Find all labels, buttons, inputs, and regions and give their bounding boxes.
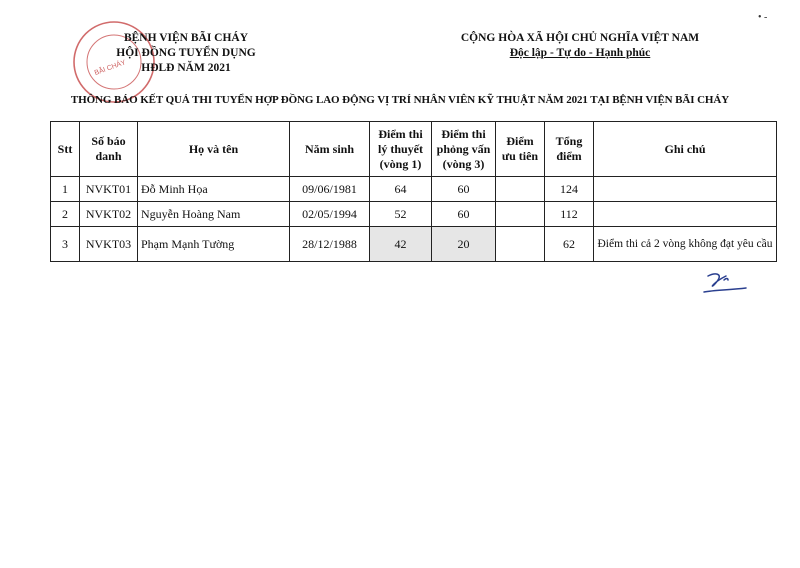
header-stt: Stt <box>51 122 80 177</box>
header-total-score-line2: điểm <box>556 149 582 163</box>
header-candidate-number-line2: danh <box>95 149 122 163</box>
cell-notes <box>594 202 777 227</box>
cell-stt: 1 <box>51 177 80 202</box>
header-theory-score <box>370 122 432 177</box>
header-theory-score-line3: (vòng 1) <box>379 156 422 171</box>
national-motto: Độc lập - Tự do - Hạnh phúc <box>509 47 651 59</box>
svg-text:BÃI CHÁY: BÃI CHÁY <box>93 59 127 78</box>
header-candidate-number-line1: Số báo <box>91 134 126 148</box>
cell-candidate-number: NVKT02 <box>80 202 138 227</box>
cell-total-score: 124 <box>545 177 594 202</box>
national-header <box>440 31 720 61</box>
cell-candidate-number: NVKT03 <box>80 227 138 262</box>
cell-total-score: 62 <box>545 227 594 262</box>
table-row <box>51 202 777 227</box>
cell-priority-score <box>496 177 545 202</box>
header-interview-score <box>432 122 496 177</box>
table-row <box>51 227 777 262</box>
cell-notes: Điểm thi cả 2 vòng không đạt yêu cầu <box>594 227 777 262</box>
header-priority-score <box>496 122 545 177</box>
hospital-name: BỆNH VIỆN BÃI CHÁY <box>123 32 249 44</box>
cell-full-name: Nguyễn Hoàng Nam <box>138 202 290 227</box>
header-birth-date: Năm sinh <box>290 122 370 177</box>
committee-year: HĐLĐ NĂM 2021 <box>141 62 231 74</box>
cell-birth-date: 09/06/1981 <box>290 177 370 202</box>
cell-priority-score <box>496 227 545 262</box>
header-priority-score-line2: ưu tiên <box>501 149 539 163</box>
cell-notes <box>594 177 777 202</box>
cell-interview-score: 20 <box>432 227 496 262</box>
header-notes: Ghi chú <box>594 122 777 177</box>
cell-theory-score: 52 <box>370 202 432 227</box>
cell-candidate-number: NVKT01 <box>80 177 138 202</box>
table-row <box>51 177 777 202</box>
cell-interview-score: 60 <box>432 202 496 227</box>
cell-total-score: 112 <box>545 202 594 227</box>
header-theory-score-line2: lý thuyết <box>378 141 423 156</box>
header-interview-score-line2: phỏng vấn <box>436 141 491 156</box>
cell-stt: 3 <box>51 227 80 262</box>
cell-birth-date: 28/12/1988 <box>290 227 370 262</box>
cell-stt: 2 <box>51 202 80 227</box>
document-title: THÔNG BÁO KẾT QUẢ THI TUYỂN HỢP ĐỒNG LAO ĐỘNG VỊ TRÍ NHÂN VIÊN KỸ THUẬT NĂM 2021 TẠI BỆNH VIỆN BÃI CHÁY <box>70 94 730 106</box>
header-theory-score-line1: Điểm thi <box>378 126 423 141</box>
cell-birth-date: 02/05/1994 <box>290 202 370 227</box>
country-name: CỘNG HÒA XÃ HỘI CHỦ NGHĨA VIỆT NAM <box>460 32 700 44</box>
header-priority-score-line1: Điểm <box>506 134 534 148</box>
cell-priority-score <box>496 202 545 227</box>
results-table <box>50 121 777 262</box>
cell-theory-score: 42 <box>370 227 432 262</box>
header-total-score-line1: Tổng <box>555 134 583 148</box>
header-total-score <box>545 122 594 177</box>
table-header-row <box>51 122 777 177</box>
header-interview-score-line3: (vòng 3) <box>442 156 485 171</box>
committee-name: HỘI ĐỒNG TUYỂN DỤNG <box>116 47 256 59</box>
issuing-authority <box>86 31 286 76</box>
cell-theory-score: 64 <box>370 177 432 202</box>
cell-interview-score: 60 <box>432 177 496 202</box>
signature <box>700 268 750 296</box>
cell-full-name: Phạm Mạnh Tường <box>138 227 290 262</box>
header-interview-score-line1: Điểm thi <box>441 126 486 141</box>
header-full-name: Họ và tên <box>138 122 290 177</box>
corner-mark: • - <box>758 12 768 23</box>
cell-full-name: Đỗ Minh Họa <box>138 177 290 202</box>
header-candidate-number <box>80 122 138 177</box>
